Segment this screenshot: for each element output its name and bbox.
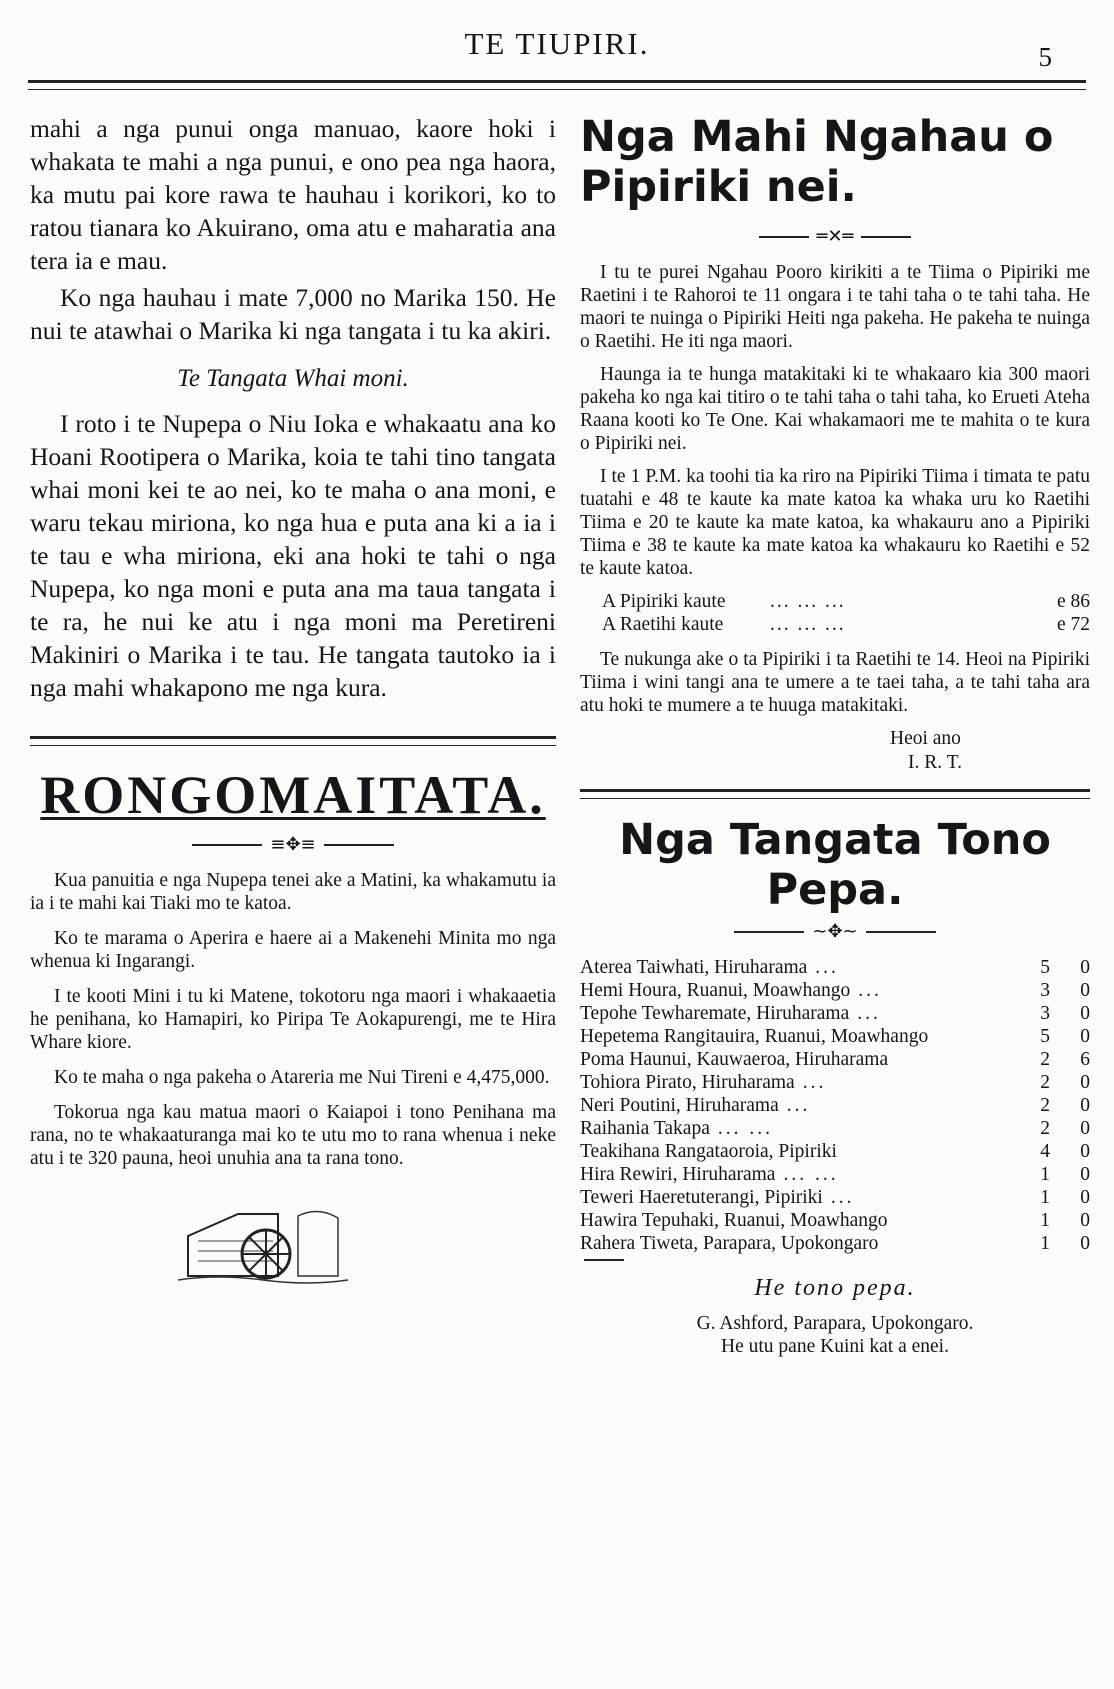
subscriber-name: Aterea Taiwhati, Hiruharama bbox=[580, 957, 808, 978]
subscriber-name: Teakihana Rangataoroia, Pipiriki bbox=[580, 1141, 837, 1162]
subscribers-ornament bbox=[580, 921, 1090, 942]
pence: 0 bbox=[1080, 1095, 1090, 1116]
rongomaitata-title: RONGOMAITATA. bbox=[40, 765, 546, 825]
subscriber-name: Hira Rewiri, Hiruharama bbox=[580, 1164, 776, 1185]
notice-item: Kua panuitia e nga Nupepa tenei ake a Matini, ka whakamutu ia ia i te mahi kai Tiaki mo te katoa. bbox=[30, 870, 556, 914]
subscriber-row bbox=[580, 1094, 1090, 1117]
pence: 0 bbox=[1080, 1141, 1090, 1162]
subscriber-name: Hawira Tepuhaki, Ruanui, Moawhango bbox=[580, 1210, 888, 1231]
watermill-woodcut-icon bbox=[178, 1196, 348, 1284]
shillings: 4 bbox=[1040, 1141, 1050, 1162]
notice-item: Ko te maha o nga pakeha o Atareria me Nui Tireni e 4,475,000. bbox=[54, 1067, 550, 1088]
closing-line: He utu pane Kuini kat a enei. bbox=[721, 1336, 949, 1357]
page-number: 5 bbox=[1038, 42, 1052, 72]
subscriber-name: Hemi Houra, Ruanui, Moawhango bbox=[580, 980, 851, 1001]
pence: 0 bbox=[1080, 1164, 1090, 1185]
shillings: 2 bbox=[1040, 1095, 1050, 1116]
subscriber-name: Neri Poutini, Hiruharama bbox=[580, 1095, 779, 1116]
subscriber-row bbox=[580, 956, 1090, 979]
subscriber-name: Tepohe Tewharemate, Hiruharama bbox=[580, 1003, 850, 1024]
ornament-line bbox=[324, 844, 394, 846]
match-result bbox=[580, 648, 1090, 717]
author-initials: I. R. T. bbox=[908, 752, 962, 773]
shillings: 1 bbox=[1040, 1164, 1050, 1185]
leader-dots: ... bbox=[857, 1003, 881, 1024]
subscriber-name: Hepetema Rangitauira, Ruanui, Moawhango bbox=[580, 1026, 929, 1047]
pence: 0 bbox=[1080, 1072, 1090, 1093]
shillings: 5 bbox=[1040, 1026, 1050, 1047]
rich-man-article bbox=[30, 407, 556, 704]
subscriber-row bbox=[580, 1232, 1090, 1255]
rich-man-subhead: Te Tangata Whai moni. bbox=[177, 365, 409, 392]
news-notices bbox=[30, 869, 556, 1170]
leader-dots: ... bbox=[858, 980, 882, 1001]
leader-dots: ... bbox=[830, 1187, 855, 1208]
leader-dots: ... bbox=[802, 1072, 827, 1093]
shillings: 3 bbox=[1040, 1003, 1050, 1024]
team-name: A Raetihi kaute bbox=[602, 614, 724, 635]
sports-title: Nga Mahi Ngahau o Pipiriki nei. bbox=[580, 112, 1054, 212]
pence: 6 bbox=[1080, 1049, 1090, 1070]
subscriber-row bbox=[580, 979, 1090, 1002]
notice-item: I te kooti Mini i tu ki Matene, tokotoru nga maori i whakaaetia he penihana, ko Hamapiri, ko Piripa Te Aokapurengi, me te Hira Whare kiore. bbox=[30, 986, 556, 1053]
subscriber-row bbox=[580, 1163, 1090, 1186]
shillings: 1 bbox=[1040, 1233, 1050, 1254]
shillings: 3 bbox=[1040, 980, 1050, 1001]
pence: 0 bbox=[1080, 1118, 1090, 1139]
score-row bbox=[602, 613, 1090, 636]
subscriber-name: Raihania Takapa bbox=[580, 1118, 710, 1139]
subscriber-name: Teweri Haeretuterangi, Pipiriki bbox=[580, 1187, 823, 1208]
subscriber-row bbox=[580, 1002, 1090, 1025]
subscriber-list bbox=[580, 956, 1090, 1255]
pence: 0 bbox=[1080, 957, 1090, 978]
shillings: 5 bbox=[1040, 957, 1050, 978]
subscriber-name: Rahera Tiweta, Parapara, Upokongaro bbox=[580, 1233, 879, 1254]
pence: 0 bbox=[1080, 1210, 1090, 1231]
shillings: 1 bbox=[1040, 1210, 1050, 1231]
shillings: 2 bbox=[1040, 1072, 1050, 1093]
shillings: 1 bbox=[1040, 1187, 1050, 1208]
flourish-icon: ~✥~ bbox=[812, 921, 858, 942]
notice-item: Ko te marama o Aperira e haere ai a Makenehi Minita mo nga whenua ki Ingarangi. bbox=[30, 928, 556, 972]
war-report-paragraph: Ko nga hauhau i mate 7,000 no Marika 150. He nui te atawhai o Marika ki nga tangata i tu ka akiri. bbox=[30, 283, 556, 345]
leader-dots: ... ... bbox=[783, 1164, 839, 1185]
closing-heading: He tono pepa. bbox=[754, 1275, 916, 1301]
ornament-line bbox=[192, 844, 262, 846]
list-end-rule bbox=[584, 1259, 624, 1261]
sports-ornament bbox=[580, 226, 1090, 247]
running-head bbox=[0, 16, 1114, 72]
flourish-icon: ═✕═ bbox=[816, 226, 854, 247]
rich-man-paragraph: I roto i te Nupepa o Niu Ioka e whakaatu ana ko Hoani Rootipera o Marika, koia te tahi tino tangata whai moni kei te ao nei, ko te maha o ana moni, e waru tekau miriona, ko nga hua e puta ana ki a ia i te tau e wha miriona, eki ana hoki te tahi o nga Nupepa, ko nga moni e puta ana ma taua tangata i te ra, he nui ke atu i nga moni ma Peretireni Makiniri o Marika i te tau. He tangata tautoko ia i nga mahi whakapono me nga kura. bbox=[30, 409, 556, 702]
paper-title: TE TIUPIRI. bbox=[464, 26, 650, 61]
war-report-paragraph: mahi a nga punui onga manuao, kaore hoki i whakata te mahi a nga punui, e ono pea nga haora, ka mutu pai kore rawa te hauhau i korikori, ko to ratou tianara ko Akuirano, oma atu e maharatia ana tera ia e mau. bbox=[30, 114, 556, 275]
section-divider bbox=[30, 736, 556, 746]
subscriber-row bbox=[580, 1186, 1090, 1209]
right-column bbox=[580, 112, 1090, 1358]
flourish-icon: ≡✥≡ bbox=[270, 834, 316, 855]
pence: 0 bbox=[1080, 1003, 1090, 1024]
war-report bbox=[30, 112, 556, 347]
team-score: e 72 bbox=[1056, 614, 1090, 635]
shillings: 2 bbox=[1040, 1049, 1050, 1070]
pence: 0 bbox=[1080, 1187, 1090, 1208]
leader-dots: ... ... ... bbox=[770, 614, 846, 635]
team-name: A Pipiriki kaute bbox=[602, 591, 726, 612]
notice-item: Tokorua nga kau matua maori o Kaiapoi i tono Penihana ma rana, no te whakaaturanga mai ko te utu mo to rana whenua i neke atu i te 320 pauna, heoi unuhia ana ta rana tono. bbox=[30, 1102, 556, 1169]
subscriber-row bbox=[580, 1048, 1090, 1071]
subscriber-row bbox=[580, 1140, 1090, 1163]
result-paragraph: Te nukunga ake o ta Pipiriki i ta Raetihi te 14. Heoi na Pipiriki Tiima i wini tangi ana te umere a te taei taha, a te tahi taha ara atu hoki te mumere a te huuga matakitaki. bbox=[580, 649, 1090, 716]
subscriber-row bbox=[580, 1117, 1090, 1140]
ornament-line bbox=[759, 236, 809, 238]
pence: 0 bbox=[1080, 1233, 1090, 1254]
leader-dots: ... ... ... bbox=[770, 591, 846, 612]
subscriber-row bbox=[580, 1209, 1090, 1232]
closing-line: G. Ashford, Parapara, Upokongaro. bbox=[696, 1313, 974, 1334]
subscribers-title: Nga Tangata Tono Pepa. bbox=[619, 815, 1051, 915]
score-table bbox=[580, 590, 1090, 636]
title-ornament bbox=[30, 834, 556, 855]
subscriber-row bbox=[580, 1071, 1090, 1094]
leader-dots: ... bbox=[786, 1095, 811, 1116]
ornament-line bbox=[734, 931, 804, 933]
ornament-line bbox=[866, 931, 936, 933]
cricket-report bbox=[580, 261, 1090, 580]
report-paragraph: I te 1 P.M. ka toohi tia ka riro na Pipiriki Tiima i timata te patu tuatahi e 48 te kaute ka mate katoa ka whaka uru ko Raetihi Tiima e 20 te kaute ka mate katoa, ka whakauru ano a Pipiriki Tiima e 38 te kaute ka mate katoa ka whakauru ko Raetihi e 52 te kaute katoa. bbox=[580, 466, 1090, 579]
leader-dots: ... ... bbox=[717, 1118, 773, 1139]
report-paragraph: Haunga ia te hunga matakitaki ki te whakaaro kia 300 maori pakeha ko nga kai titiro o te tahi taha o tahi taha, ko Erueti Ateha Raana kooti ko Te One. Kai whakamaori me te mahita o te kura o Pipiriki nei. bbox=[580, 364, 1090, 454]
signoff-line: Heoi ano bbox=[890, 728, 961, 749]
leader-dots: ... bbox=[815, 957, 839, 978]
author-signoff bbox=[890, 727, 1090, 775]
team-score: e 86 bbox=[1056, 591, 1090, 612]
pence: 0 bbox=[1080, 1026, 1090, 1047]
shillings: 2 bbox=[1040, 1118, 1050, 1139]
score-row bbox=[602, 590, 1090, 613]
section-divider bbox=[580, 789, 1090, 799]
subscriber-row bbox=[580, 1025, 1090, 1048]
closing-note bbox=[580, 1312, 1090, 1358]
ornament-line bbox=[861, 236, 911, 238]
subscriber-name: Tohiora Pirato, Hiruharama bbox=[580, 1072, 795, 1093]
report-paragraph: I tu te purei Ngahau Pooro kirikiti a te Tiima o Pipiriki me Raetini i te Rahoroi te 11 ongara i te tahi taha o te tahi taha. He maori te nuinga o Pipiriki Heiti nga pakeha. He pakeha te nuinga o Raetihi. He iti nga maori. bbox=[580, 262, 1090, 352]
header-rule bbox=[28, 80, 1086, 90]
pence: 0 bbox=[1080, 980, 1090, 1001]
subscriber-name: Poma Haunui, Kauwaeroa, Hiruharama bbox=[580, 1049, 889, 1070]
left-column bbox=[30, 112, 556, 1288]
